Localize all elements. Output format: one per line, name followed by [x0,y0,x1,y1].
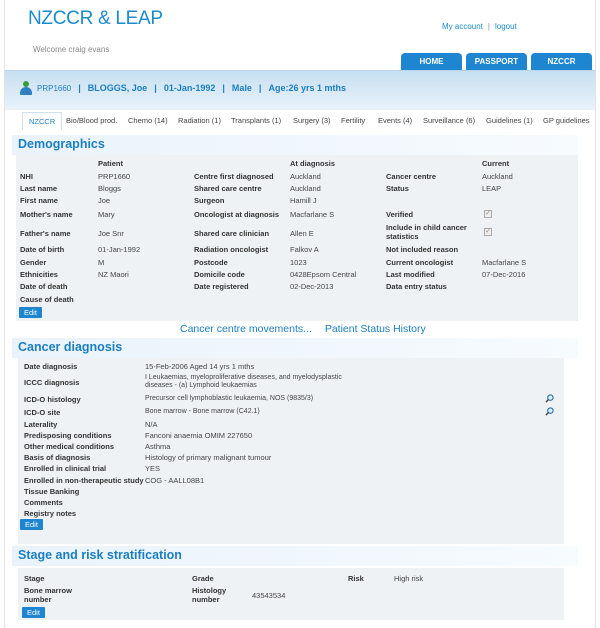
last-modified-value: 07-Dec-2016 [482,270,526,279]
date-diagnosis-value: 15-Feb-2006 Aged 14 yrs 1 mths [145,362,255,371]
domicile-code-value: 0428Epsom Central [290,270,357,279]
patient-sep: | [222,83,225,93]
histology-number-value: 43543534 [252,591,286,600]
icd-o-histology-label: ICD-O histology [24,395,81,404]
nav-home[interactable]: HOME [401,53,462,71]
iccc-diagnosis-value: I Leukaemias, myeloproliferative diseases, and myelodysplastic [145,374,342,381]
shared-care-clinician-label: Shared care clinician [194,229,270,238]
surgeon-label: Surgeon [194,196,225,205]
patient-sex: Male [231,83,252,93]
non-therapeutic-label: Enrolled in non-therapeutic study [24,476,144,485]
col-diagnosis-heading: At diagnosis [290,159,336,168]
patient-icon [20,81,32,95]
nhi-label: NHI [20,172,33,181]
dob-value: 01-Jan-1992 [98,245,141,254]
ethnicities-value: NZ Maori [98,270,129,279]
predisposing-label: Predisposing conditions [24,431,112,440]
cause-of-death-label: Cause of death [20,295,74,304]
gender-label: Gender [20,258,47,267]
dob-label: Date of birth [20,245,65,254]
cancer-diagnosis-header [12,338,578,358]
verified-label: Verified [386,210,414,219]
nav-passport[interactable]: PASSPORT [466,53,527,71]
current-oncologist-value: Macfarlane S [482,258,527,267]
not-included-reason-label: Not included reason [386,245,459,254]
cancer-diagnosis-title: Cancer diagnosis [18,340,123,354]
radiation-oncologist-label: Radiation oncologist [194,245,269,254]
demographics-edit-button[interactable]: Edit [19,307,42,318]
iccc-diagnosis-label: ICCC diagnosis [24,378,80,387]
histology-search-icon[interactable] [545,394,554,403]
tissue-banking-label: Tissue Banking [24,487,80,496]
tab-guidelines[interactable]: Guidelines (1) [486,116,533,125]
domicile-code-label: Domicile code [194,270,245,279]
clinical-trial-label: Enrolled in clinical trial [24,464,107,473]
status-label: Status [386,184,409,193]
patient-sep: | [154,83,157,93]
mothers-name-value: Mary [98,210,115,219]
last-name-label: Last name [20,184,58,193]
oncologist-at-diagnosis-label: Oncologist at diagnosis [194,210,280,219]
logout-link[interactable]: logout [494,22,517,31]
site-search-icon[interactable] [545,407,554,416]
predisposing-value: Fanconi anaemia OMIM 227650 [145,431,253,440]
bone-marrow-label-line2: number [24,595,52,604]
laterality-value: N/A [145,420,158,429]
oncologist-at-diagnosis-value: Macfarlane S [290,210,335,219]
shared-care-clinician-value: Allen E [290,229,314,238]
my-account-link[interactable]: My account [442,22,483,31]
histology-number-label: Histology [192,586,227,595]
last-modified-label: Last modified [386,270,435,279]
icd-o-site-value: Bone marrow - Bone marrow (C42.1) [145,408,260,415]
date-of-death-label: Date of death [20,282,68,291]
patient-sep: | [258,83,262,93]
verified-checkbox: ✓ [485,210,491,217]
patient-id: PRP1660 [37,83,72,93]
tab-fertility[interactable]: Fertility [341,116,366,125]
cancer-centre-movements-link[interactable]: Cancer centre movements... [180,323,312,335]
postcode-value: 1023 [290,258,307,267]
demographics-panel [16,155,578,321]
stage-header [12,546,578,566]
radiation-oncologist-value: Falkov A [290,245,319,254]
other-medical-label: Other medical conditions [24,442,115,451]
cancer-centre-label: Cancer centre [386,172,437,181]
centre-first-diagnosed-value: Auckland [290,172,321,181]
tab-transplants[interactable]: Transplants (1) [231,116,282,125]
patient-name: BLOGGS, Joe [87,83,148,93]
date-registered-value: 02-Dec-2013 [290,282,334,291]
tab-radiation[interactable]: Radiation (1) [178,116,221,125]
tab-nzccr[interactable]: NZCCR [22,112,62,130]
shared-care-centre-label: Shared care centre [194,184,262,193]
patient-age: Age:26 yrs 1 mths [268,83,346,93]
cancer-diagnosis-edit-button[interactable]: Edit [20,519,43,530]
demographics-title: Demographics [18,137,105,151]
patient-sep: | [78,83,81,93]
surgeon-value: Hamill J [290,196,317,205]
icd-o-histology-value: Precursor cell lymphoblastic leukaemia, NOS (9835/3) [145,395,314,402]
basis-of-diagnosis-label: Basis of diagnosis [24,453,91,462]
date-diagnosis-label: Date diagnosis [24,362,78,371]
date-registered-label: Date registered [194,282,249,291]
cancer-centre-value: Auckland [482,172,513,181]
stage-edit-button[interactable]: Edit [22,607,45,618]
mothers-name-label: Mother's name [20,210,73,219]
grade-label: Grade [192,574,214,583]
tab-surveillance[interactable]: Surveillance (6) [423,116,476,125]
current-oncologist-label: Current oncologist [386,258,454,267]
demographics-header [12,135,578,155]
tab-chemo[interactable]: Chemo (14) [128,116,168,125]
fathers-name-label: Father's name [20,229,71,238]
last-name-value: Bloggs [98,184,121,193]
laterality-label: Laterality [24,420,58,429]
welcome-text: Welcome craig evans [33,45,110,54]
tab-gp-guidelines[interactable]: GP guidelines [543,116,590,125]
tab-events[interactable]: Events (4) [378,116,413,125]
iccc-diagnosis-value-line2: diseases - (a) Lymphoid leukaemias [145,382,257,389]
first-name-label: First name [20,196,58,205]
patient-info [20,81,346,95]
icd-o-site-label: ICD-O site [24,408,61,417]
first-name-value: Joe [98,196,111,205]
gender-value: M [98,258,105,267]
ethnicities-label: Ethnicities [20,270,58,279]
nav-nzccr[interactable]: NZCCR [531,53,592,71]
comments-label: Comments [24,498,63,507]
include-statistics-checkbox: ✓ [485,228,491,235]
main-nav [0,53,600,71]
non-therapeutic-value: COG - AALL08B1 [145,476,205,485]
shared-care-centre-value: Auckland [290,184,321,193]
patient-status-history-link[interactable]: Patient Status History [324,323,426,335]
postcode-label: Postcode [194,258,228,267]
stage-title: Stage and risk stratification [18,548,182,562]
risk-value: High risk [394,574,424,583]
data-entry-status-label: Data entry status [386,282,447,291]
stage-label: Stage [24,574,45,583]
clinical-trial-value: YES [145,464,161,473]
nhi-value: PRP1660 [98,172,131,181]
account-links [442,22,517,31]
fathers-name-value: Joe Snr [98,229,124,238]
col-patient-heading: Patient [98,159,124,168]
bone-marrow-label: Bone marrow [24,586,72,595]
basis-of-diagnosis-value: Histology of primary malignant tumour [145,453,272,462]
col-current-heading: Current [482,159,510,168]
other-medical-value: Asthma [145,442,171,451]
tab-surgery[interactable]: Surgery (3) [293,116,331,125]
centre-first-diagnosed-label: Centre first diagnosed [194,172,274,181]
app-logo[interactable]: NZCCR & LEAP [28,8,163,29]
stage-panel [18,568,564,620]
registry-notes-label: Registry notes [24,509,77,518]
status-value: LEAP [482,184,502,193]
risk-label: Risk [348,574,364,583]
cancer-diagnosis-panel [18,358,564,544]
include-statistics-label: Include in child cancer statistics [386,223,467,241]
histology-number-label-line2: number [192,595,220,604]
tab-bio-blood[interactable]: Bio/Blood prod. [66,116,118,125]
demographics-links [180,323,426,335]
patient-dob: 01-Jan-1992 [163,83,216,93]
link-separator: | [487,22,490,31]
